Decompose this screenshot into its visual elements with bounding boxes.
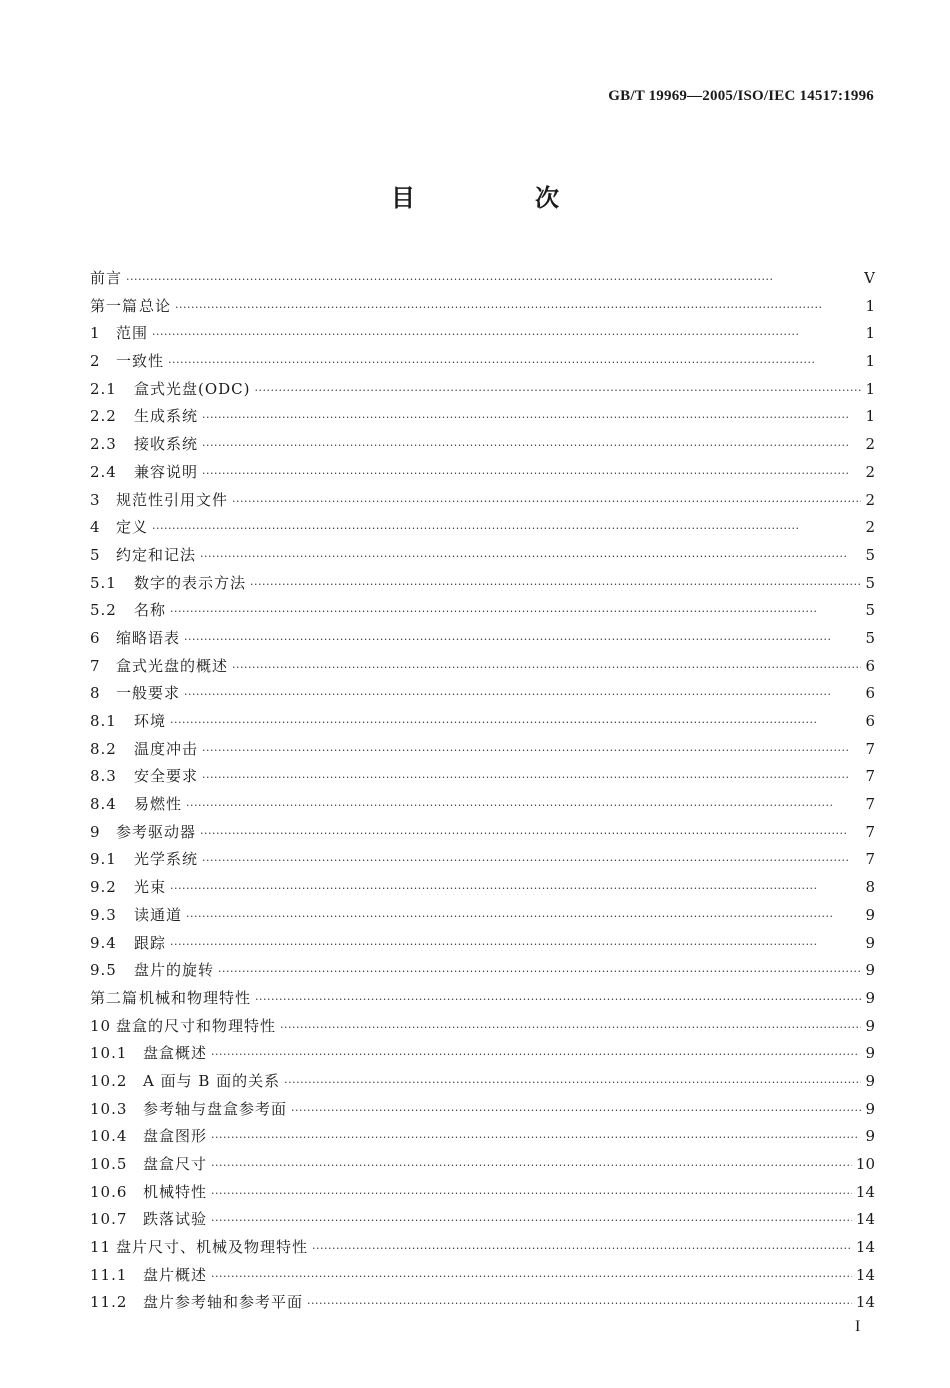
toc-entry[interactable] bbox=[90, 1289, 875, 1317]
toc-entry[interactable] bbox=[90, 265, 875, 293]
toc-entry-title: 温度冲击 bbox=[134, 739, 199, 758]
toc-entry-number: 6 bbox=[90, 628, 101, 647]
toc-entry-number: 3 bbox=[90, 490, 101, 509]
toc-entry-number: 5.2 bbox=[90, 601, 117, 620]
toc-entry[interactable] bbox=[90, 1068, 875, 1096]
dot-leader bbox=[175, 294, 861, 322]
dot-leader bbox=[255, 986, 861, 1014]
toc-entry-number: 9 bbox=[90, 822, 101, 841]
toc-entry-title: 机械和物理特性 bbox=[139, 988, 252, 1007]
toc-entry-title: 盒式光盘的概述 bbox=[116, 656, 229, 675]
toc-entry-page: 9 bbox=[865, 1044, 875, 1063]
toc-entry-number: 11.1 bbox=[90, 1265, 128, 1284]
toc-entry-title: 约定和记法 bbox=[116, 545, 197, 564]
toc-entry-title: 一致性 bbox=[116, 352, 165, 371]
toc-entry-page: 7 bbox=[865, 739, 875, 758]
dot-leader bbox=[170, 875, 861, 903]
toc-entry-title: A 面与 B 面的关系 bbox=[143, 1071, 281, 1090]
toc-entry-page: 5 bbox=[865, 628, 875, 647]
toc-entry[interactable] bbox=[90, 542, 875, 570]
toc-entry-number: 2 bbox=[90, 352, 101, 371]
toc-entry-number: 2.3 bbox=[90, 435, 117, 454]
toc-entry-number: 10.6 bbox=[90, 1182, 128, 1201]
toc-entry-title: 盘片的旋转 bbox=[134, 961, 215, 980]
dot-leader bbox=[250, 571, 861, 599]
dot-leader bbox=[170, 931, 861, 959]
toc-entry-page: 14 bbox=[855, 1265, 875, 1284]
toc-entry-title: 范围 bbox=[116, 324, 149, 343]
toc-entry-title: 环境 bbox=[134, 712, 167, 730]
toc-entry[interactable] bbox=[90, 1040, 875, 1068]
dot-leader bbox=[202, 432, 861, 460]
dot-leader bbox=[232, 488, 861, 516]
toc-entry-number: 8.4 bbox=[90, 795, 117, 814]
toc-entry-title: 缩略语表 bbox=[116, 628, 181, 647]
toc-entry-page: 5 bbox=[865, 601, 875, 620]
toc-entry-page: 14 bbox=[855, 1238, 875, 1257]
toc-entry-number: 10.1 bbox=[90, 1044, 128, 1063]
toc-entry-number: 1 bbox=[90, 324, 101, 343]
toc-entry-title: 一般要求 bbox=[116, 684, 181, 703]
toc-entry[interactable] bbox=[90, 874, 875, 902]
toc-entry-page: 9 bbox=[865, 933, 875, 952]
toc-entry-page: 9 bbox=[865, 988, 875, 1007]
toc-entry-page: V bbox=[864, 269, 875, 287]
toc-entry[interactable] bbox=[90, 403, 875, 431]
toc-entry-number: 2.4 bbox=[90, 462, 117, 481]
dot-leader bbox=[170, 709, 861, 737]
toc-entry-number: 9.2 bbox=[90, 878, 117, 897]
dot-leader bbox=[211, 1180, 852, 1208]
toc-entry[interactable] bbox=[90, 708, 875, 736]
toc-entry-title: 参考驱动器 bbox=[116, 822, 197, 841]
dot-leader bbox=[202, 764, 861, 792]
dot-leader bbox=[211, 1263, 852, 1291]
toc-entry-title: 机械特性 bbox=[143, 1182, 208, 1201]
toc-entry-page: 14 bbox=[855, 1293, 875, 1312]
toc-entry-page: 7 bbox=[865, 767, 875, 786]
toc-entry-title: 参考轴与盘盒参考面 bbox=[143, 1099, 288, 1118]
toc-entry-number: 10.3 bbox=[90, 1099, 128, 1118]
toc-entry-title: 盘片参考轴和参考平面 bbox=[143, 1293, 304, 1312]
toc-entry-page: 5 bbox=[865, 573, 875, 592]
toc-entry[interactable] bbox=[90, 1013, 875, 1041]
toc-entry-page: 9 bbox=[865, 1016, 875, 1035]
toc-entry-number: 8.2 bbox=[90, 739, 117, 758]
table-of-contents bbox=[90, 265, 875, 1317]
toc-entry-number: 4 bbox=[90, 518, 101, 537]
toc-entry[interactable] bbox=[90, 376, 875, 404]
toc-entry[interactable] bbox=[90, 597, 875, 625]
toc-entry[interactable] bbox=[90, 487, 875, 515]
toc-entry[interactable] bbox=[90, 819, 875, 847]
toc-entry[interactable] bbox=[90, 459, 875, 487]
toc-entry-number: 5 bbox=[90, 545, 101, 564]
toc-entry-page: 9 bbox=[865, 1127, 875, 1146]
toc-entry[interactable] bbox=[90, 1206, 875, 1234]
toc-entry-title: 读通道 bbox=[134, 905, 183, 924]
toc-entry-title: 数字的表示方法 bbox=[134, 573, 247, 592]
toc-entry-title: 光学系统 bbox=[134, 850, 199, 869]
toc-entry-page: 9 bbox=[865, 1071, 875, 1090]
toc-entry-page: 7 bbox=[865, 822, 875, 841]
toc-entry-title: 盘盒尺寸 bbox=[143, 1155, 208, 1173]
dot-leader bbox=[255, 377, 861, 405]
toc-entry-title: 接收系统 bbox=[134, 435, 199, 454]
toc-entry[interactable] bbox=[90, 791, 875, 819]
toc-entry-title: 盘盒的尺寸和物理特性 bbox=[116, 1016, 277, 1035]
toc-entry-title: 盘盒概述 bbox=[143, 1044, 208, 1063]
toc-entry[interactable] bbox=[90, 514, 875, 542]
toc-entry[interactable] bbox=[90, 293, 875, 321]
toc-entry-page: 7 bbox=[865, 795, 875, 814]
toc-entry[interactable] bbox=[90, 431, 875, 459]
toc-entry-number: 10.5 bbox=[90, 1155, 128, 1173]
toc-entry[interactable] bbox=[90, 570, 875, 598]
standard-code: GB/T 19969—2005/ISO/IEC 14517:1996 bbox=[608, 88, 874, 104]
dot-leader bbox=[218, 958, 861, 986]
toc-entry[interactable] bbox=[90, 736, 875, 764]
toc-entry-page: 1 bbox=[865, 407, 875, 426]
toc-entry-title: 跌落试验 bbox=[143, 1210, 208, 1229]
toc-entry-title: 盘片概述 bbox=[143, 1265, 208, 1284]
toc-entry-page: 1 bbox=[865, 324, 875, 343]
toc-entry[interactable] bbox=[90, 957, 875, 985]
toc-entry-title: 总论 bbox=[139, 296, 172, 315]
toc-entry[interactable] bbox=[90, 653, 875, 681]
dot-leader bbox=[200, 543, 861, 571]
dot-leader bbox=[184, 681, 861, 709]
dot-leader bbox=[126, 266, 860, 294]
toc-entry-title: 盘片尺寸、机械及物理特性 bbox=[116, 1238, 309, 1257]
toc-entry-page: 2 bbox=[865, 435, 875, 454]
dot-leader bbox=[152, 515, 861, 543]
toc-entry-title: 名称 bbox=[134, 601, 167, 620]
toc-entry[interactable] bbox=[90, 763, 875, 791]
dot-leader bbox=[284, 1069, 861, 1097]
dot-leader bbox=[280, 1014, 861, 1042]
dot-leader bbox=[307, 1290, 852, 1318]
toc-entry[interactable] bbox=[90, 348, 875, 376]
toc-entry-number: 9.3 bbox=[90, 905, 117, 924]
toc-entry-page: 1 bbox=[865, 296, 875, 315]
page-title: 目 次 bbox=[391, 184, 607, 212]
toc-entry-page: 9 bbox=[865, 961, 875, 980]
dot-leader bbox=[168, 349, 861, 377]
toc-entry-number: 8.1 bbox=[90, 712, 117, 730]
toc-entry-title: 定义 bbox=[116, 518, 149, 537]
toc-entry-title: 规范性引用文件 bbox=[116, 490, 229, 509]
dot-leader bbox=[291, 1097, 861, 1125]
toc-entry-page: 8 bbox=[865, 878, 875, 897]
toc-entry-number: 10.2 bbox=[90, 1071, 128, 1090]
toc-entry-title: 前言 bbox=[90, 269, 123, 287]
toc-entry-page: 14 bbox=[855, 1210, 875, 1229]
toc-entry-page: 1 bbox=[865, 379, 875, 398]
toc-entry[interactable] bbox=[90, 902, 875, 930]
toc-entry[interactable] bbox=[90, 320, 875, 348]
toc-entry[interactable] bbox=[90, 985, 875, 1013]
toc-entry-number: 2.2 bbox=[90, 407, 117, 426]
toc-entry-number: 第一篇 bbox=[90, 296, 139, 315]
toc-entry-number: 11.2 bbox=[90, 1293, 128, 1312]
dot-leader bbox=[202, 460, 861, 488]
toc-entry-number: 8.3 bbox=[90, 767, 117, 786]
dot-leader bbox=[186, 792, 861, 820]
toc-entry-number: 2.1 bbox=[90, 379, 117, 398]
toc-entry-number: 10.7 bbox=[90, 1210, 128, 1229]
toc-entry[interactable] bbox=[90, 930, 875, 958]
toc-entry-number: 9.4 bbox=[90, 933, 117, 952]
toc-entry-page: 9 bbox=[865, 1099, 875, 1118]
toc-entry-number: 10 bbox=[90, 1016, 112, 1035]
dot-leader bbox=[200, 820, 861, 848]
page-folio: I bbox=[855, 1318, 861, 1335]
toc-entry[interactable] bbox=[90, 1234, 875, 1262]
toc-entry-number: 11 bbox=[90, 1238, 112, 1257]
toc-entry-number: 5.1 bbox=[90, 573, 117, 592]
dot-leader bbox=[202, 737, 861, 765]
dot-leader bbox=[232, 654, 861, 682]
toc-entry-page: 1 bbox=[865, 352, 875, 371]
toc-entry[interactable] bbox=[90, 1179, 875, 1207]
toc-entry-page: 2 bbox=[865, 490, 875, 509]
dot-leader bbox=[170, 598, 861, 626]
dot-leader bbox=[202, 404, 861, 432]
toc-entry-page: 6 bbox=[865, 656, 875, 675]
toc-entry-title: 跟踪 bbox=[134, 933, 167, 952]
toc-entry-page: 7 bbox=[865, 850, 875, 869]
dot-leader bbox=[152, 321, 861, 349]
toc-entry[interactable] bbox=[90, 846, 875, 874]
toc-entry-page: 2 bbox=[865, 462, 875, 481]
dot-leader bbox=[184, 626, 861, 654]
toc-entry-number: 8 bbox=[90, 684, 101, 703]
toc-entry[interactable] bbox=[90, 625, 875, 653]
dot-leader bbox=[312, 1235, 852, 1263]
toc-entry-title: 盒式光盘(ODC) bbox=[134, 379, 251, 398]
toc-entry-page: 5 bbox=[865, 545, 875, 564]
toc-entry-title: 易燃性 bbox=[134, 795, 183, 814]
toc-entry-page: 6 bbox=[865, 684, 875, 703]
toc-entry-title: 兼容说明 bbox=[134, 462, 199, 481]
toc-entry-title: 盘盒图形 bbox=[143, 1127, 208, 1146]
toc-entry-number: 第二篇 bbox=[90, 988, 139, 1007]
toc-entry-page: 2 bbox=[865, 518, 875, 537]
dot-leader bbox=[211, 1207, 852, 1235]
toc-entry-title: 生成系统 bbox=[134, 407, 199, 426]
toc-entry-number: 9.1 bbox=[90, 850, 117, 869]
dot-leader bbox=[186, 903, 861, 931]
toc-entry-page: 6 bbox=[865, 712, 875, 730]
toc-entry-number: 7 bbox=[90, 656, 101, 675]
toc-entry-title: 光束 bbox=[134, 878, 167, 897]
toc-entry[interactable] bbox=[90, 680, 875, 708]
toc-entry[interactable] bbox=[90, 1151, 875, 1179]
dot-leader bbox=[202, 847, 861, 875]
toc-entry-page: 14 bbox=[855, 1182, 875, 1201]
dot-leader bbox=[211, 1041, 861, 1069]
toc-entry-title: 安全要求 bbox=[134, 767, 199, 786]
toc-entry-number: 9.5 bbox=[90, 961, 117, 980]
toc-entry[interactable] bbox=[90, 1123, 875, 1151]
toc-entry-page: 9 bbox=[865, 905, 875, 924]
toc-entry-number: 10.4 bbox=[90, 1127, 128, 1146]
dot-leader bbox=[211, 1152, 852, 1180]
toc-entry[interactable] bbox=[90, 1262, 875, 1290]
toc-entry[interactable] bbox=[90, 1096, 875, 1124]
toc-entry-page: 10 bbox=[855, 1155, 875, 1173]
dot-leader bbox=[211, 1124, 861, 1152]
